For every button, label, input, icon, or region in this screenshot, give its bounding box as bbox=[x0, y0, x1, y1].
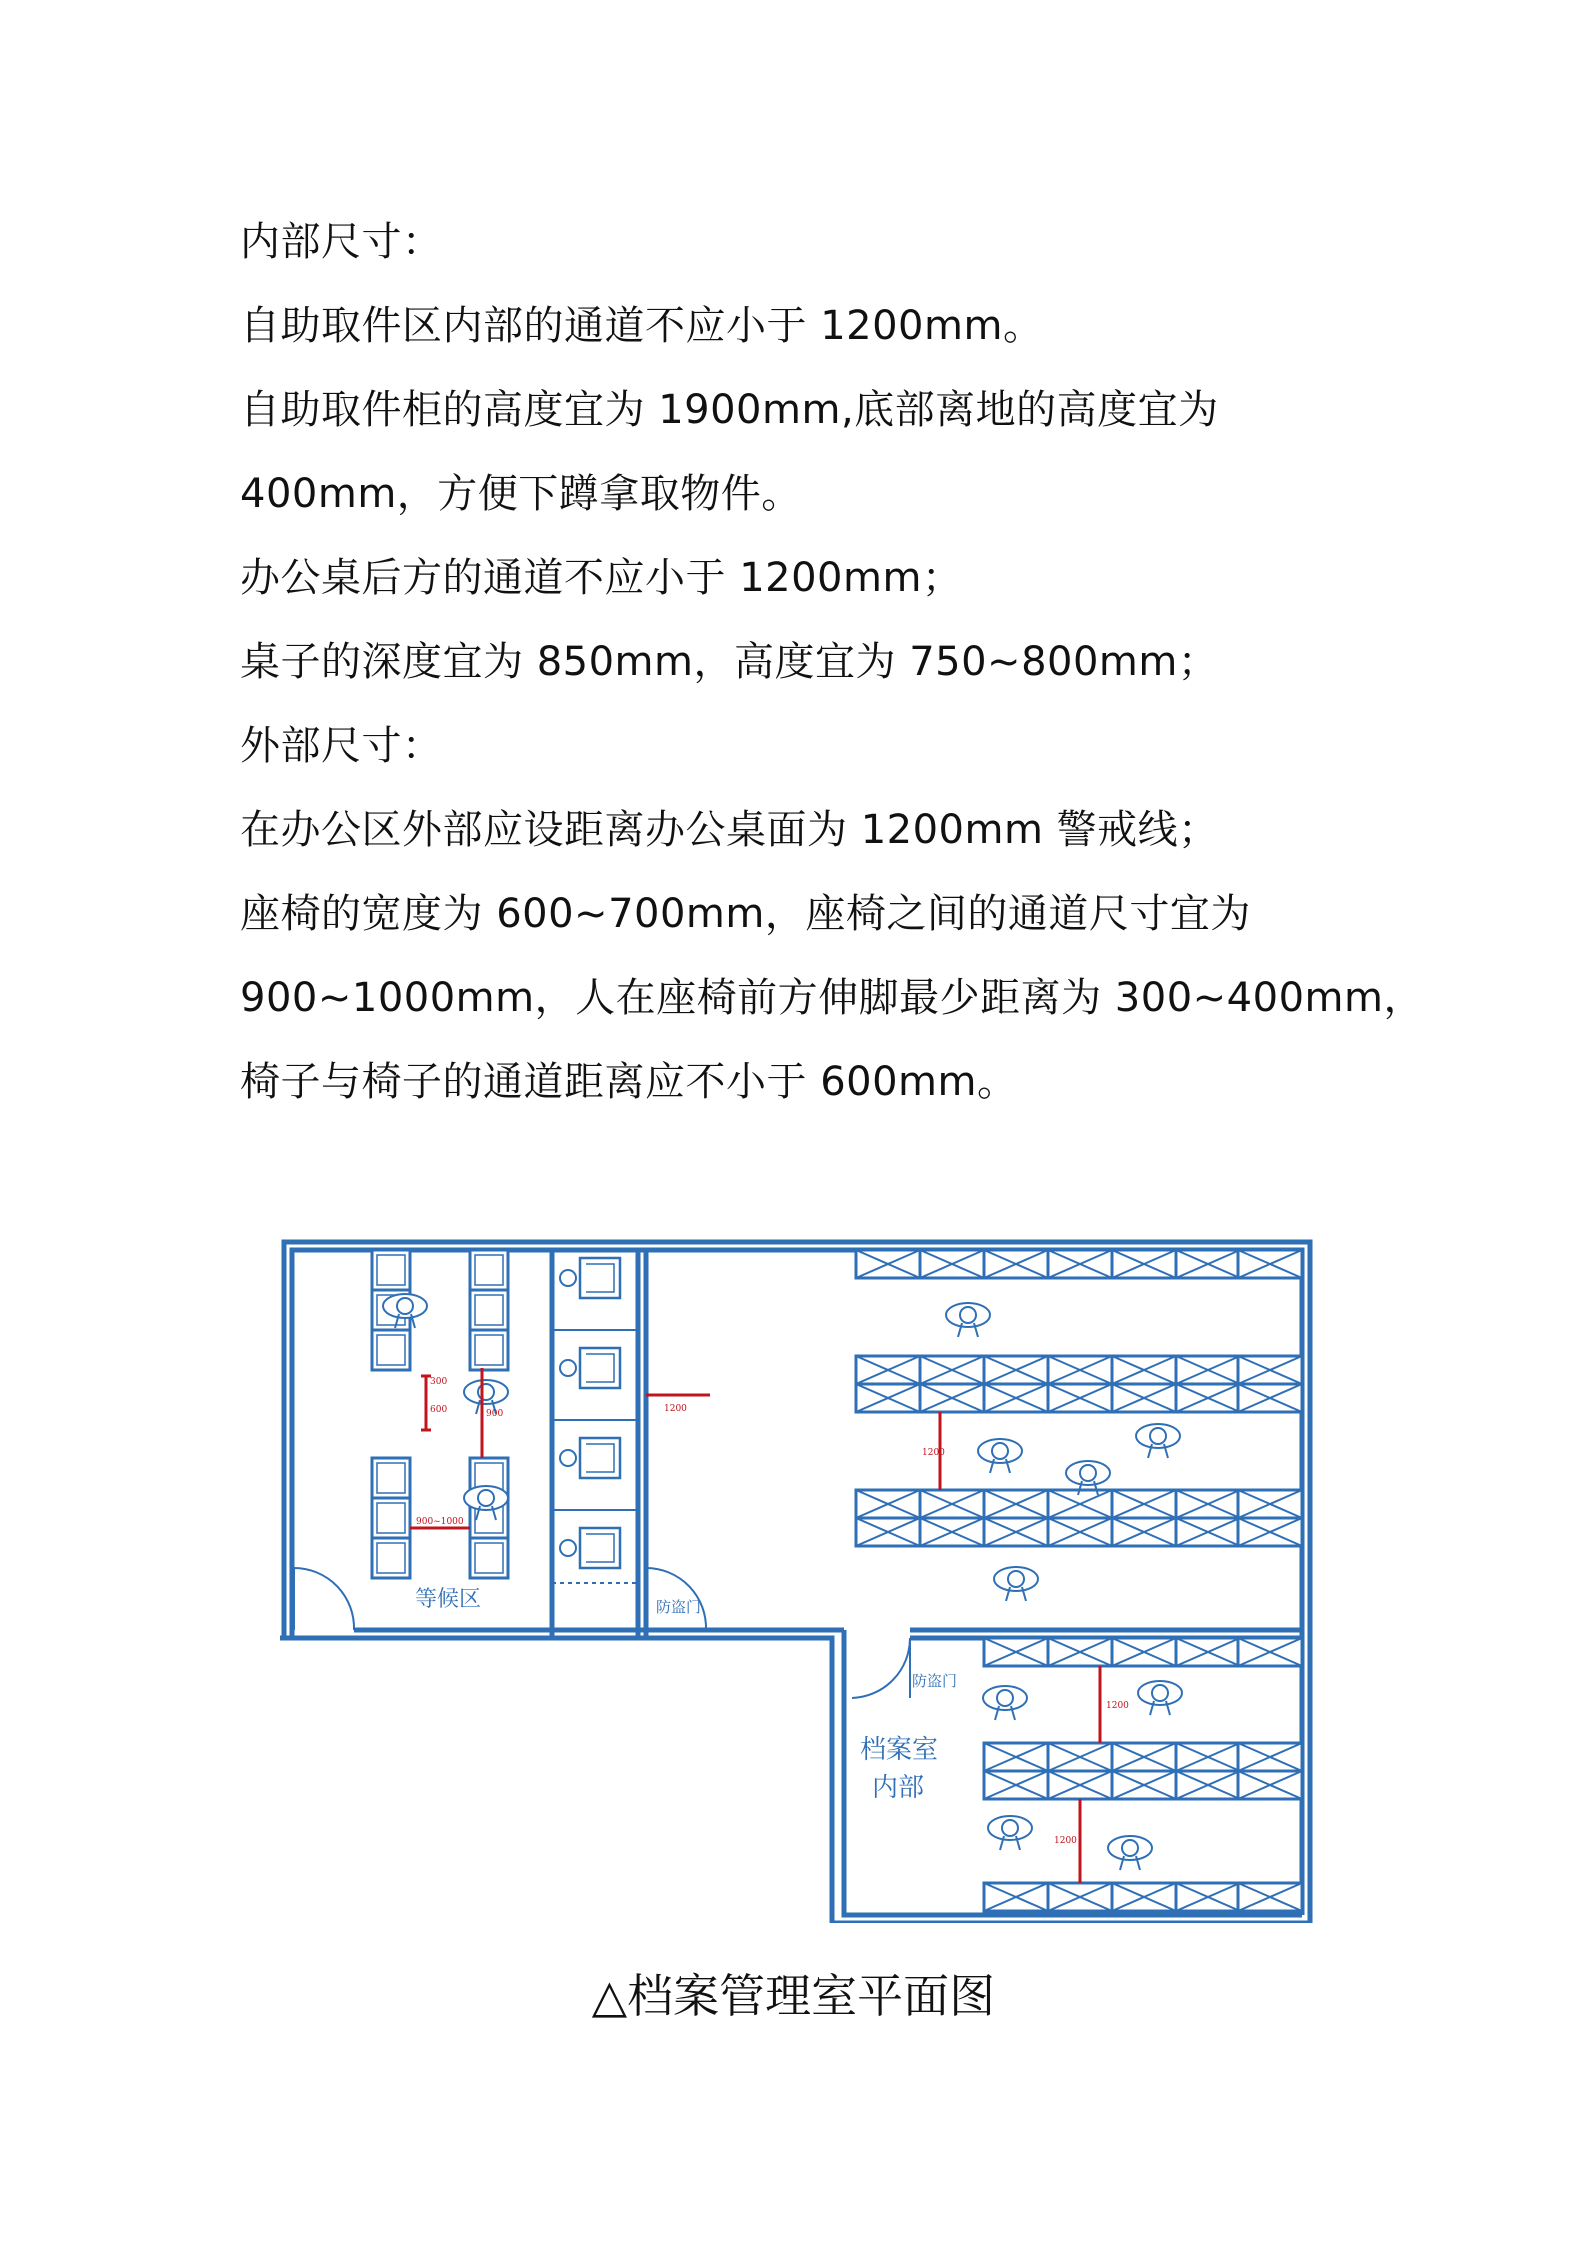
dim-900-label: 900 bbox=[486, 1409, 504, 1419]
text-line: 座椅的宽度为 600~700mm，座椅之间的通道尺寸宜为 bbox=[240, 891, 1251, 937]
desk-chairs bbox=[552, 1258, 638, 1568]
text-line: 在办公区外部应设距离办公桌面为 1200mm 警戒线； bbox=[240, 807, 1219, 853]
text-line: 办公桌后方的通道不应小于 1200mm； bbox=[240, 555, 963, 601]
archive-room-label: 档案室 bbox=[860, 1735, 939, 1765]
archive-room-sublabel: 内部 bbox=[872, 1773, 925, 1803]
body-text bbox=[240, 200, 1424, 1124]
door-label-lower: 防盗门 bbox=[912, 1672, 958, 1690]
dim-archive-1200-a-label: 1200 bbox=[1106, 1701, 1129, 1711]
dim-shelf-1200-label: 1200 bbox=[922, 1448, 945, 1458]
text-line: 400mm，方便下蹲拿取物件。 bbox=[240, 471, 802, 517]
waiting-area-label: 等候区 bbox=[415, 1587, 482, 1612]
doors bbox=[294, 1568, 910, 1698]
text-line: 自助取件区内部的通道不应小于 1200mm。 bbox=[240, 303, 1044, 349]
dim-archive-1200-b-label: 1200 bbox=[1054, 1836, 1077, 1846]
figure-caption: △档案管理室平面图 bbox=[591, 1969, 996, 2023]
archive-floor-plan bbox=[280, 1238, 1320, 1923]
text-line: 椅子与椅子的通道距离应不小于 600mm。 bbox=[240, 1059, 1018, 1105]
walls bbox=[280, 1242, 1310, 1923]
text-line: 桌子的深度宜为 850mm，高度宜为 750~800mm； bbox=[240, 639, 1219, 685]
dim-900-1000-label: 900~1000 bbox=[416, 1517, 464, 1527]
dim-300-label: 300 bbox=[430, 1377, 448, 1387]
heading-external: 外部尺寸： bbox=[240, 723, 443, 769]
text-line: 自助取件柜的高度宜为 1900mm,底部离地的高度宜为 bbox=[240, 387, 1219, 433]
dim-600-label: 600 bbox=[430, 1405, 448, 1415]
door-label-upper: 防盗门 bbox=[656, 1598, 702, 1616]
heading-internal: 内部尺寸： bbox=[240, 219, 443, 265]
dim-desk-1200-label: 1200 bbox=[664, 1404, 687, 1414]
text-line: 900~1000mm，人在座椅前方伸脚最少距离为 300~400mm， bbox=[240, 975, 1424, 1021]
